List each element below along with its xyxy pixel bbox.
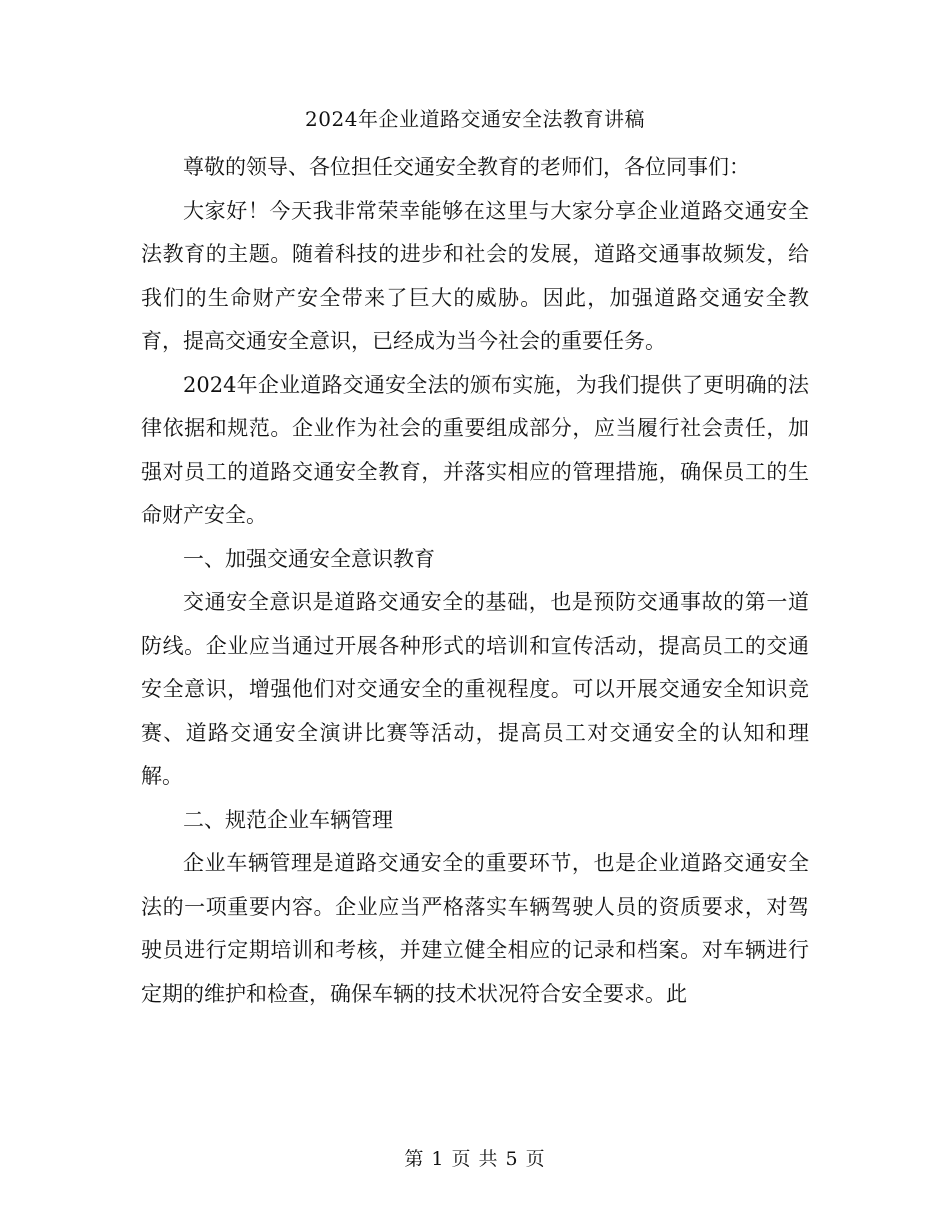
vehicle-management-paragraph: 企业车辆管理是道路交通安全的重要环节，也是企业道路交通安全法的一项重要内容。企业应当严格落实车辆驾驶人员的资质要求，对驾驶员进行定期培训和考核，并建立健全相应的记录和档案。对车辆进行定期的维护和检查，确保车辆的技术状况符合安全要求。此 xyxy=(141,851,809,1006)
page-number-footer: 第 1 页 共 5 页 xyxy=(404,1148,546,1170)
document-body xyxy=(141,146,809,1016)
awareness-paragraph: 交通安全意识是道路交通安全的基础，也是预防交通事故的第一道防线。企业应当通过开展各种形式的培训和宣传活动，提高员工的交通安全意识，增强他们对交通安全的重视程度。可以开展交通安全知识竞赛、道路交通安全演讲比赛等活动，提高员工对交通安全的认知和理解。 xyxy=(141,590,809,788)
intro-paragraph: 大家好！今天我非常荣幸能够在这里与大家分享企业道路交通安全法教育的主题。随着科技的进步和社会的发展，道路交通事故频发，给我们的生命财产安全带来了巨大的威胁。因此，加强道路交通安全教育，提高交通安全意识，已经成为当今社会的重要任务。 xyxy=(141,198,809,353)
section-heading-1: 一、加强交通安全意识教育 xyxy=(183,546,435,571)
document-title: 2024年企业道路交通安全法教育讲稿 xyxy=(305,107,645,131)
section-heading-2: 二、规范企业车辆管理 xyxy=(183,807,393,832)
law-paragraph: 2024年企业道路交通安全法的颁布实施，为我们提供了更明确的法律依据和规范。企业作为社会的重要组成部分，应当履行社会责任，加强对员工的道路交通安全教育，并落实相应的管理措施，确保员工的生命财产安全。 xyxy=(141,372,809,527)
salutation-paragraph: 尊敬的领导、各位担任交通安全教育的老师们，各位同事们： xyxy=(183,155,750,179)
